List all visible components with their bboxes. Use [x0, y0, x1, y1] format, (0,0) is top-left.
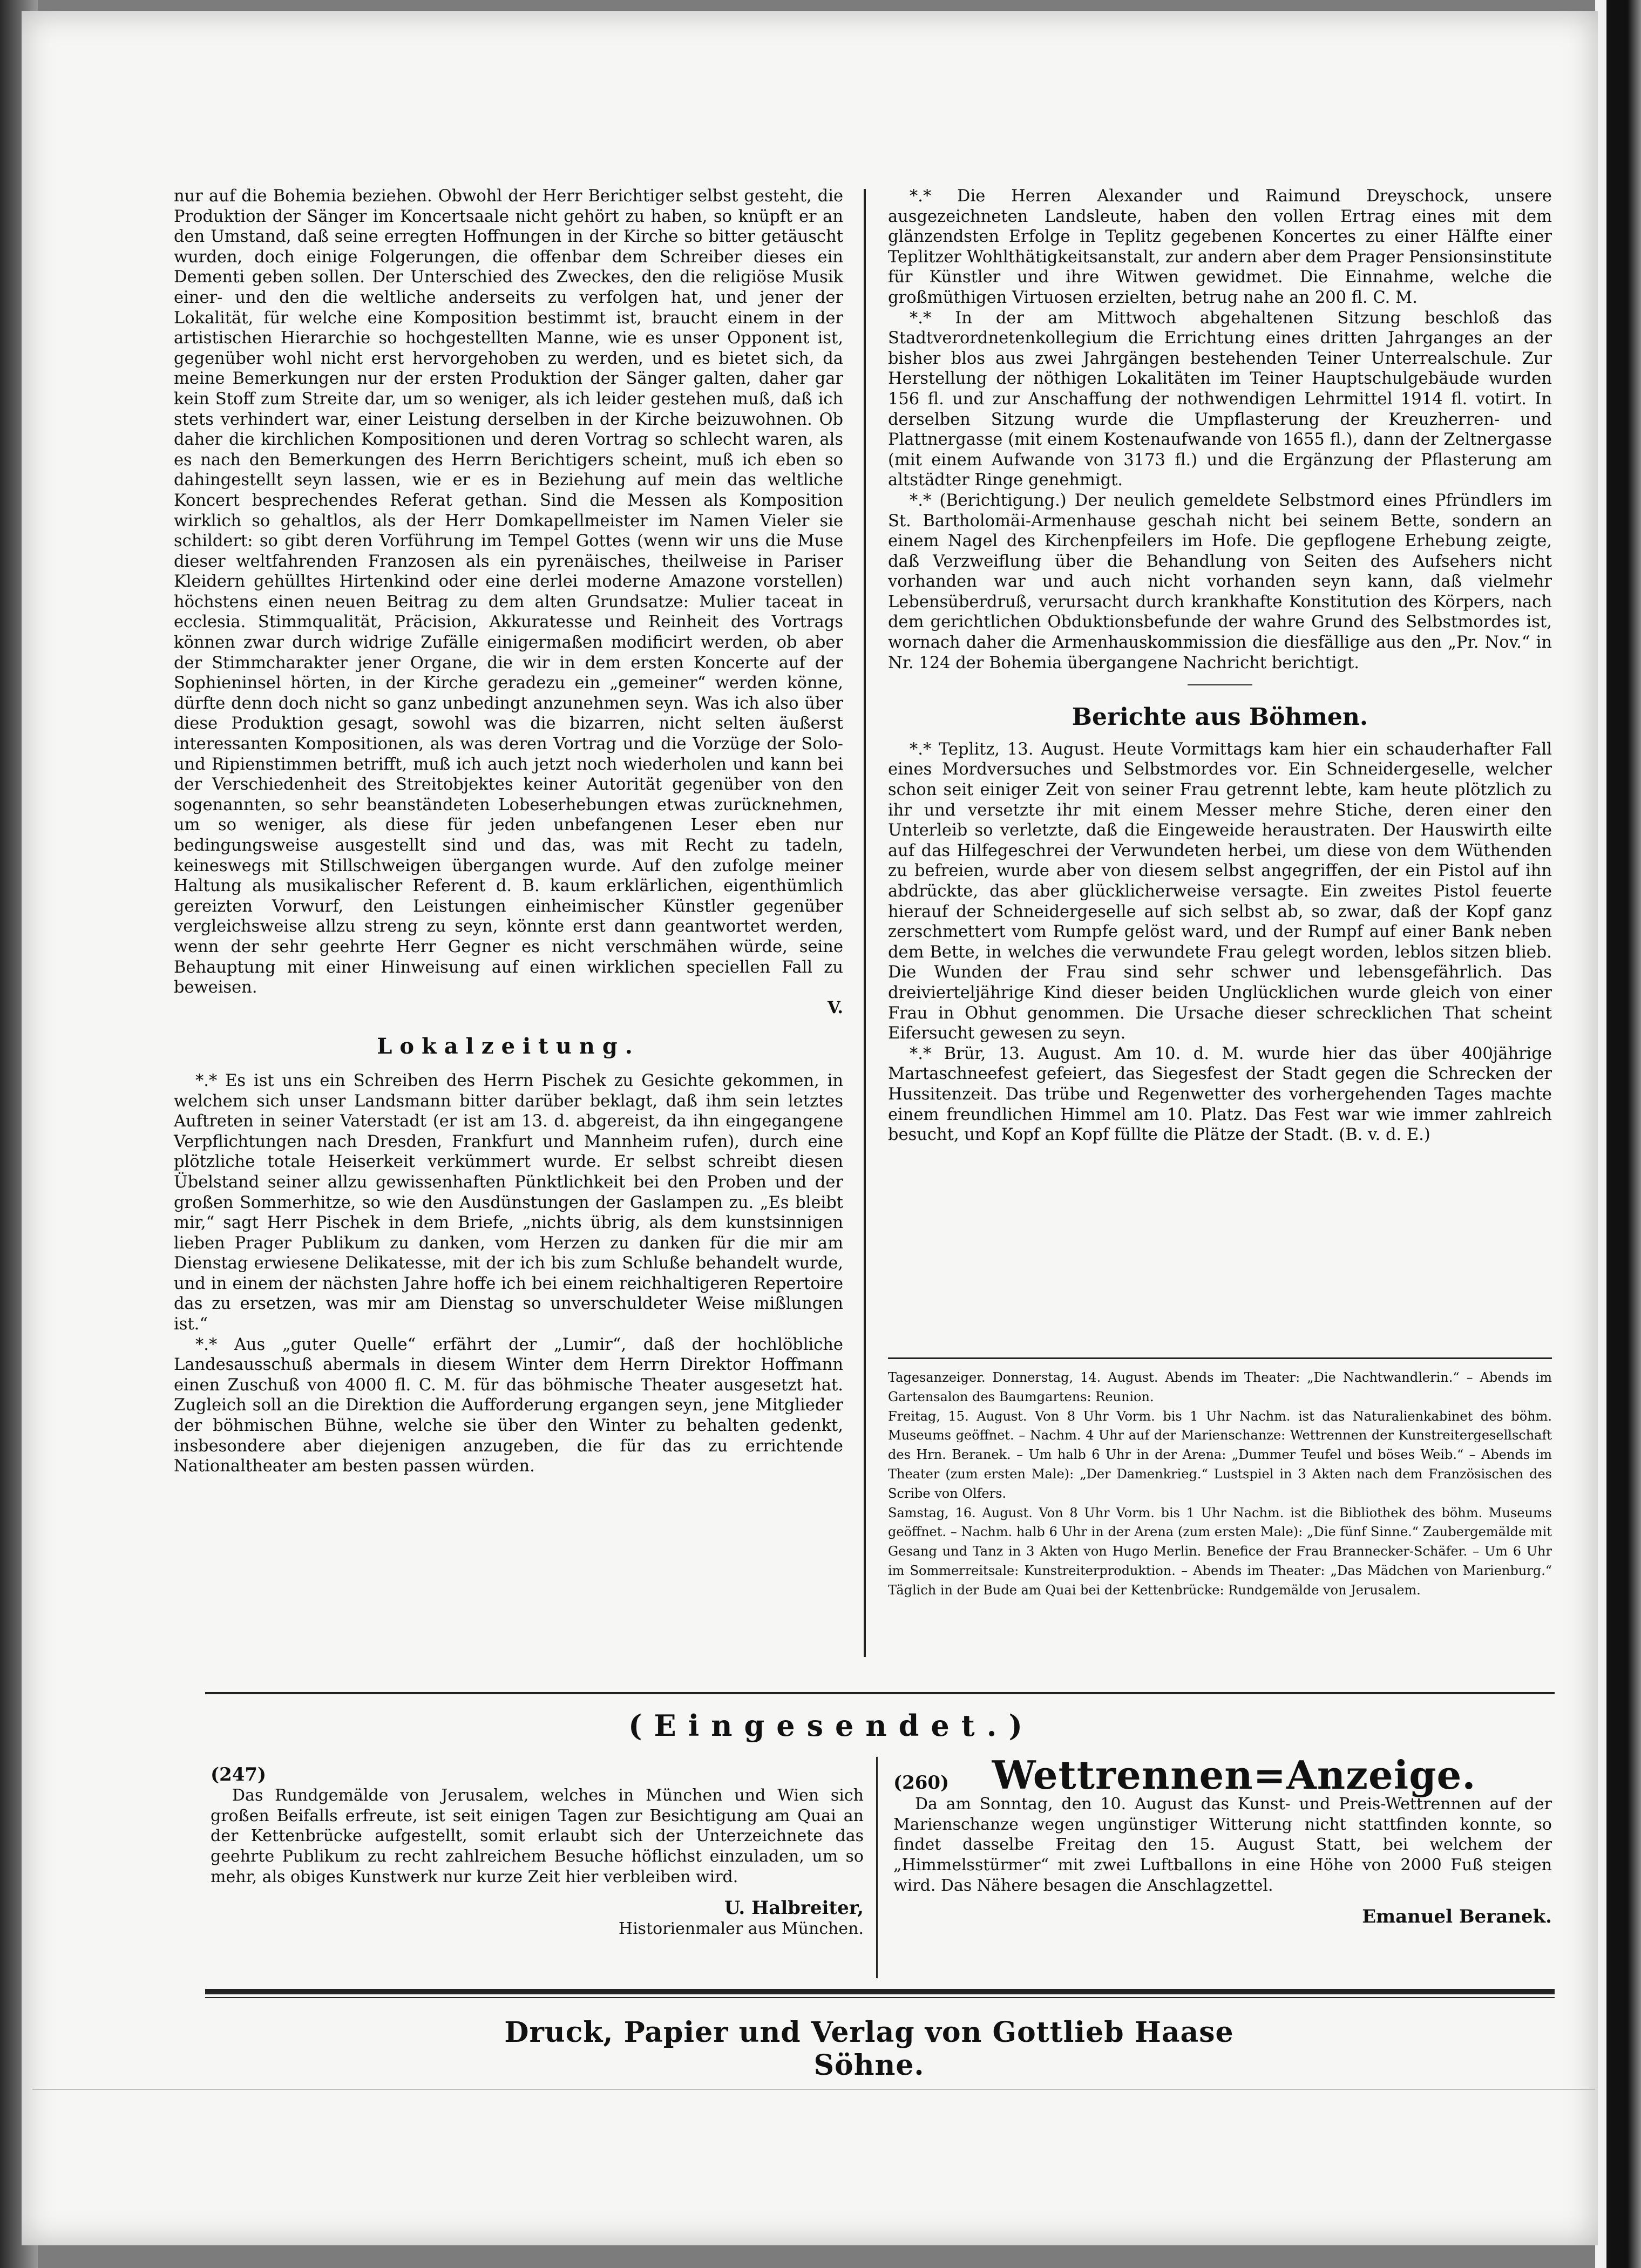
right-news-paragraph: *.* Die Herren Alexander und Raimund Dreyschock, unsere ausgezeichneten Landsleute, haben den vollen Ertrag eines mit dem glänzendsten Erfolge in Teplitz gegebenen Koncertes zu einer Hälfte einer Teplitzer Wohlthätigkeitsanstalt, zur andern aber dem Prager Pensionsinstitute für Künstler und ihre Witwen gewidmet. Die Einnahme, welche die großmüthigen Virtuosen erzielten, betrug nahe an 200 fl. C. M. [888, 187, 1552, 307]
section-heading-berichte: Berichte aus Böhmen. [1072, 703, 1368, 731]
ad-signer: U. Halbreiter, [724, 1897, 864, 1919]
ad-text: Da am Sonntag, den 10. August das Kunst- und Preis-Wettrennen auf der Marienschanze wegen ungünstiger Witterung nicht stattfinden konnte, so findet dasselbe Freitag den 15. August Statt, bei welchem der „Himmelsstürmer“ mit zwei Luftballons in eine Höhe von 2000 Fuß steigen wird. Das Nähere besagen die Anschlagzettel. [893, 1794, 1552, 1895]
lokal-paragraph: *.* Aus „guter Quelle“ erfährt der „Lumir“, daß der hochlöbliche Landesausschuß abermals in diesem Winter dem Herrn Direktor Hoffmann einen Zuschuß von 4000 fl. C. M. für das böhmische Theater ausgesetzt hat. Zugleich soll an die Direktion die Aufforderung ergangen seyn, jene Mitglieder der böhmischen Bühne, welche sie über den Winter zu behalten gedenkt, insbesondere aber diejenigen anzugeben, die für das zu errichtende Nationaltheater am besten passen würden. [174, 1335, 843, 1476]
tagesanzeiger [888, 1368, 1552, 1600]
left-article-paragraph: nur auf die Bohemia beziehen. Obwohl der Herr Berichtiger selbst gesteht, die Produktion der Sänger im Koncertsaale nicht gehört zu haben, so knüpft er an den Umstand, daß seine erregten Hoffnungen in der Kirche so bitter getäuscht wurden, doch einige Folgerungen, die offenbar dem Schreiber dieses ein Dementi geben sollen. Der Unterschied des Zweckes, den die religiöse Musik einer- und den die weltliche anderseits zu verfolgen hat, und jener der Lokalität, für welche eine Komposition bestimmt ist, braucht einem in der artistischen Hierarchie so hochgestellten Manne, wie es unser Opponent ist, gegenüber wohl nicht erst hervorgehoben zu werden, und es bietet sich, da meine Bemerkungen nur der ersten Produktion der Sänger galten, daher gar kein Stoff zum Streite dar, um so weniger, als ich leider gestehen muß, daß ich stets verhindert war, einer Leistung derselben in der Kirche beizuwohnen. Ob daher die kirchlichen Kompositionen und deren Vortrag so schlecht waren, als es nach den Bemerkungen des Herrn Berichtigers scheint, muß ich eben so dahingestellt seyn lassen, wie er es in Beziehung auf mein das weltliche Koncert besprechendes Referat gethan. Sind die Messen als Komposition wirklich so gehaltlos, als der Herr Domkapellmeister im Namen Vieler sie schildert: so gibt deren Vorführung im Tempel Gottes (wenn wir uns die Muse dieser weltfahrenden Franzosen als ein pyrenäisches, theilweise in Pariser Kleidern gehülltes Hirtenkind oder eine derlei moderne Amazone vorstellen) höchstens einen neuen Beitrag zu dem alten Grundsatze: Mulier taceat in ecclesia. Stimmqualität, Präcision, Akkuratesse und Reinheit des Vortrags können zwar durch widrige Zufälle einigermaßen modificirt werden, ob aber der Stimmcharakter jener Organe, die wir in dem ersten Koncerte auf der Sophieninsel hörten, in der Kirche geradezu ein „gemeiner“ werden könne, dürfte denn doch nicht so ganz unbedingt anzunehmen seyn. Was ich also über diese Produktion gesagt, sowohl was die bizarren, nicht selten äußerst interessanten Kompositionen, als was deren Vortrag und die Vorzüge der Solo- und Ripienstimmen betrifft, muß ich auch jetzt noch wiederholen und kann bei der Verschiedenheit des Streitobjektes keiner Autorität gegenüber von den sogenannten, so sehr beanständeten Lobeserhebungen etwas zurücknehmen, um so weniger, als diese für jeden unbefangenen Leser eben nur bedingungsweise ausgestellt sind und das, was mit Recht zu tadeln, keineswegs mit Stillschweigen übergangen wurde. Auf den zufolge meiner Haltung als musikalischer Referent d. B. kaum erklärlichen, eigenthümlich gereizten Vorwurf, den Leistungen einheimischer Künstler gegenüber vergleichsweise allzu streng zu seyn, könnte erst dann geantwortet werden, wenn der sehr geehrte Herr Gegner es nicht verschmähen würde, seine Behauptung mit einer Hinweisung auf einen wirklichen speciellen Fall zu beweisen. [174, 187, 843, 997]
ads-divider [876, 1757, 878, 1978]
berichte-paragraph: *.* Teplitz, 13. August. Heute Vormittags kam hier ein schauderhafter Fall eines Mordversuches und Selbstmordes vor. Ein Schneidergeselle, welcher schon seit einiger Zeit von seiner Frau getrennt lebte, kam heute plötzlich zu ihr und versetzte ihr mit einem Messer mehre Stiche, deren einer den Unterleib so verletzte, daß die Eingeweide heraustraten. Der Hauswirth eilte auf das Hilfegeschrei der Verwundeten herbei, um diese von dem Wüthenden zu befreien, wurde aber von diesem selbst angegriffen, der ein Pistol auf ihn abdrückte, das aber glücklicherweise versagte. Ein zweites Pistol feuerte hierauf der Schneidergeselle auf sich selbst ab, so zwar, daß der Kopf ganz zerschmettert vom Rumpfe gelöst ward, und der Rumpf auf einer Bank neben dem Bette, in welches die verwundete Frau gelegt worden, leblos sitzen blieb. Die Wunden der Frau sind sehr schwer und lebensgefährlich. Das dreivierteljährige Kind dieser beiden Unglücklichen wurde gleich von einer Frau in Obhut genommen. Die Ursache dieser schrecklichen That scheint Eifersucht gewesen zu seyn. [888, 739, 1552, 1043]
imprint-rule-thick [205, 1989, 1555, 1994]
eingesendet-heading: (Eingesendet.) [628, 1708, 1035, 1743]
ad-title: Wettrennen=Anzeige. [992, 1752, 1476, 1798]
left-column [174, 186, 843, 1477]
section-heading-lokalzeitung: Lokalzeitung. [377, 1034, 640, 1060]
ad-text: Das Rundgemälde von Jerusalem, welches in München und Wien sich großen Beifalls erfreute, ist seit einigen Tagen zur Besichtigung am Quai an der Kettenbrücke aufgestellt, somit erlaubt sich der Unterzeichnete das geehrte Publikum zu recht zahlreichem Besuche höflichst einzuladen, um so mehr, als obiges Kunstwerk nur kurze Zeit hier verbleiben wird. [211, 1785, 864, 1886]
berichte-paragraph: *.* Brür, 13. August. Am 10. d. M. wurde hier das über 400jährige Martaschneefest gefeiert, das Siegesfest der Stadt gegen die Schrecken der Hussitenzeit. Das trübe und Regenwetter des vorhergehenden Tages machte einem freundlichen Himmel am 10. Platz. Das Fest war wie immer zahlreich besucht, und Kopf an Kopf füllte die Plätze der Stadt. (B. v. d. E.) [888, 1044, 1552, 1145]
tagesanzeiger-entry: Tagesanzeiger. Donnerstag, 14. August. Abends im Theater: „Die Nachtwandlerin.“ – Abends im Gartensalon des Baumgartens: Reunion. [888, 1370, 1552, 1404]
tagesanzeiger-entry: Freitag, 15. August. Von 8 Uhr Vorm. bis 1 Uhr Nachm. ist das Naturalienkabinet des böhm. Museums geöffnet. – Nachm. 4 Uhr auf der Marienschanze: Wettrennen der Kunstreitergesellschaft des Hrn. Beranek. – Um halb 6 Uhr in der Arena: „Dummer Teufel und böses Weib.“ – Abends im Theater (zum ersten Male): „Der Damenkrieg.“ Lustspiel in 3 Akten nach dem Französischen des Scribe von Olfers. [888, 1408, 1552, 1501]
page-fold-line [32, 2089, 1595, 2090]
right-news-paragraph: *.* (Berichtigung.) Der neulich gemeldete Selbstmord eines Pfründlers im St. Bartholomäi-Armenhause geschah nicht bei seinem Bette, sondern an einem Nagel des Kirchenpfeilers im Hofe. Die gepflogene Erhebung zeigte, daß Verzweiflung über die Behandlung von Seiten des Aufsehers nicht vorhanden war und auch nicht vorhanden seyn kann, daß vielmehr Lebensüberdruß, verursacht durch krankhafte Konstitution des Körpers, nach dem gerichtlichen Obduktionsbefunde der wahre Grund des Selbstmordes ist, wornach daher die Armenhauskommission die diesfällige aus den „Pr. Nov.“ in Nr. 124 der Bohemia übergangene Nachricht berichtigt. [888, 491, 1552, 673]
tagesanzeiger-top-rule [888, 1357, 1552, 1359]
right-column [888, 186, 1552, 1145]
ad-number: (260) [893, 1772, 950, 1794]
right-news-paragraph: *.* In der am Mittwoch abgehaltenen Sitzung beschloß das Stadtverordnetenkollegium die Errichtung eines dritten Jahrganges an der bisher blos aus zwei Jahrgängen bestehenden Teiner Unterrealschule. Zur Herstellung der nöthigen Lokalitäten im Teiner Hauptschulgebäude wurden 156 fl. und zur Anschaffung der nothwendigen Lehrmittel 1914 fl. votirt. In derselben Sitzung wurde die Umpflasterung der Kreuzherren- und Plattnergasse (mit einem Kostenaufwande von 1655 fl.), dann der Zeltnergasse (mit einem Aufwande von 3173 fl.) und die Ergänzung der Pflasterung am altstädter Ringe genehmigt. [888, 308, 1552, 490]
ad-signer-role: Historienmaler aus München. [618, 1919, 864, 1938]
ad-wettrennen [893, 1752, 1552, 1927]
column-divider [864, 189, 866, 1657]
ad-signer: Emanuel Beranek. [1362, 1905, 1552, 1927]
eingesendet-top-rule [205, 1692, 1555, 1694]
scan-right-edge [1595, 0, 1641, 2268]
ad-number: (247) [211, 1764, 267, 1785]
article-signature: V. [828, 997, 843, 1017]
imprint-rule-thin [205, 1997, 1555, 1998]
imprint: Druck, Papier und Verlag von Gottlieb Haase Söhne. [504, 2016, 1234, 2082]
ad-rundgemaelde [211, 1765, 864, 1939]
short-divider [1188, 684, 1252, 685]
lokal-paragraph: *.* Es ist uns ein Schreiben des Herrn Pischek zu Gesichte gekommen, in welchem sich unser Landsmann bitter darüber beklagt, daß ihm sein letztes Auftreten in seiner Vaterstadt (er ist am 13. d. abgereist, da ihn eingegangene Verpflichtungen nach Dresden, Frankfurt und Mannheim rufen), durch eine plötzliche totale Heiserkeit verkümmert wurde. Er selbst schreibt diesen Übelstand seiner allzu gewissenhaften Pünktlichkeit bei den Proben und der großen Sommerhitze, so wie den Ausdünstungen der Gaslampen zu. „Es bleibt mir,“ sagt Herr Pischek in dem Briefe, „nichts übrig, als dem kunstsinnigen lieben Prager Publikum zu danken, vom Herzen zu danken für die mir am Dienstag erwiesene Delikatesse, mit der ich bis zum Schluße behandelt wurde, und in einem der nächsten Jahre hoffe ich bei einem reichhaltigeren Repertoire das zu ersetzen, was mir am Dienstag so unverschuldeter Weise mißlungen ist.“ [174, 1071, 843, 1334]
tagesanzeiger-entry: Samstag, 16. August. Von 8 Uhr Vorm. bis 1 Uhr Nachm. ist die Bibliothek des böhm. Museums geöffnet. – Nachm. halb 6 Uhr in der Arena (zum ersten Male): „Die fünf Sinne.“ Zaubergemälde mit Gesang und Tanz in 3 Akten von Hugo Merlin. Benefice der Frau Brannecker-Schäfer. – Um 6 Uhr im Sommerreitsale: Kunstreiterproduktion. – Abends im Theater: „Das Mädchen von Marienburg.“ Täglich in der Bude am Quai bei der Kettenbrücke: Rundgemälde von Jerusalem. [888, 1505, 1552, 1598]
